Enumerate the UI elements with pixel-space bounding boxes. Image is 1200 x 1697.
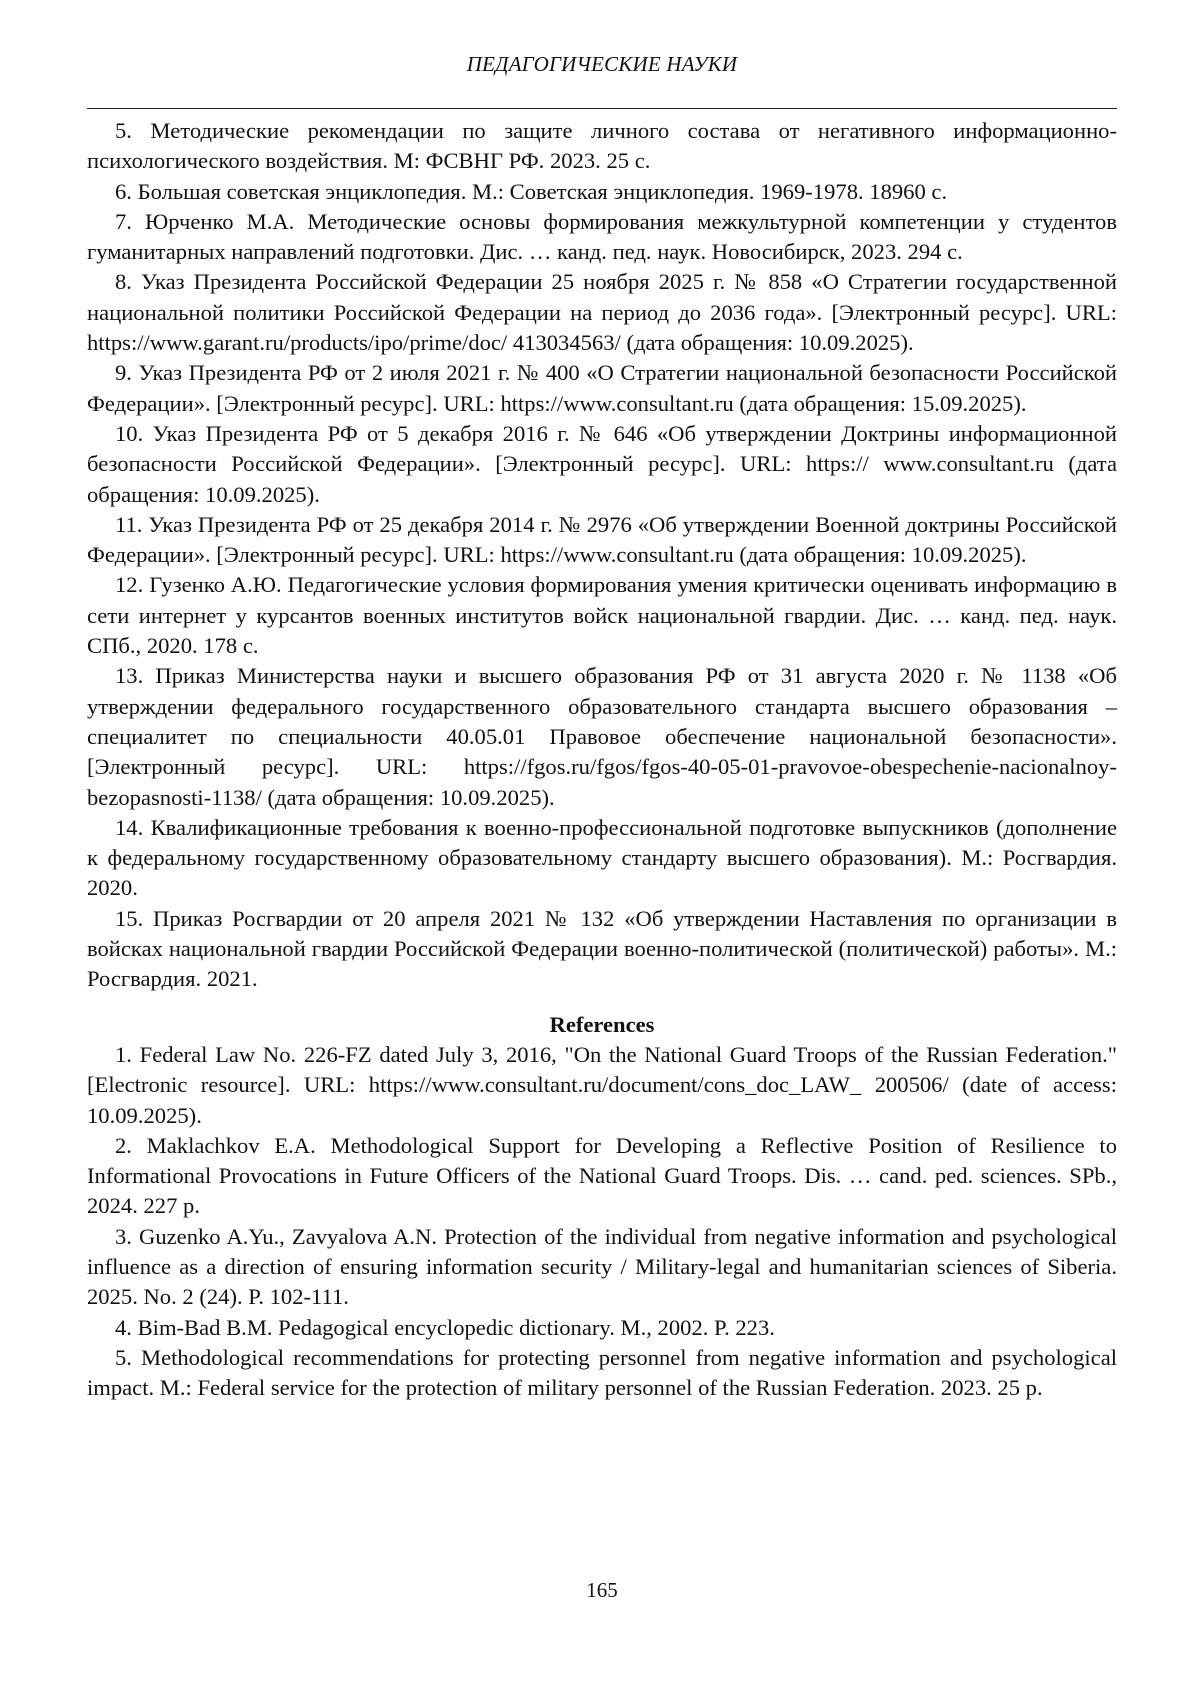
ru-reference-15: 15. Приказ Росгвардии от 20 апреля 2021 № 132 «Об утверждении Наставления по организации в войсках национальной гвардии Российской Федерации военно-политической (политической) работы». М.: Росгвардия. 2021.	[87, 905, 1117, 992]
ru-reference-5: 5. Методические рекомендации по защите личного состава от негативного информационно-психологического воздействия. М: ФСВНГ РФ. 2023. 25 с.	[87, 118, 1117, 174]
ru-reference-13: 13. Приказ Министерства науки и высшего образования РФ от 31 августа 2020 г. № 1138 «Об утверждении федерального государственного образовательного стандарта высшего образования – специалитет по специальности 40.05.01 Правовое обеспечение национальной безопасности». [Электронный ресурс]. URL: https://fgos.ru/fgos/fgos-40-05-01-pravovoe-obespechenie-nacionalnoy-bezopasnosti-1138/ (дата обращения: 10.09.2025).	[87, 663, 1117, 810]
ru-reference-10: 10. Указ Президента РФ от 5 декабря 2016 г. № 646 «Об утверждении Доктрины информационной безопасности Российской Федерации». [Электронный ресурс]. URL: https:// www.consultant.ru (дата обращения: 10.09.2025).	[87, 420, 1117, 507]
en-reference-5: 5. Methodological recommendations for protecting personnel from negative information and psychological impact. M.: Federal service for the protection of military personnel of the Russian Federation. 2023. 25 p.	[87, 1344, 1117, 1401]
ru-reference-14: 14. Квалификационные требования к военно-профессиональной подготовке выпускников (дополнение к федеральному государственному образовательному стандарту высшего образования). М.: Росгвардия. 2020.	[87, 814, 1117, 901]
references-heading: References	[549, 1011, 655, 1037]
ru-reference-12: 12. Гузенко А.Ю. Педагогические условия формирования умения критически оценивать информацию в сети интернет у курсантов военных институтов войск национальной гвардии. Дис. … канд. пед. наук. СПб., 2020. 178 с.	[87, 572, 1117, 659]
header-rule	[87, 108, 1117, 109]
ru-reference-8: 8. Указ Президента Российской Федерации 25 ноября 2025 г. № 858 «О Стратегии государственной национальной политики Российской Федерации на период до 2036 года». [Электронный ресурс]. URL: https://www.garant.ru/products/ipo/prime/doc/ 413034563/ (дата обращения: 10.09.2025).	[87, 269, 1117, 356]
page-number: 165	[586, 1578, 618, 1602]
en-reference-3: 3. Guzenko A.Yu., Zavyalova A.N. Protection of the individual from negative information and psychological influence as a direction of ensuring information security / Military-legal and humanitarian sciences of Siberia. 2025. No. 2 (24). P. 102-111.	[87, 1223, 1117, 1310]
ru-reference-6: 6. Большая советская энциклопедия. М.: Советская энциклопедия. 1969-1978. 18960 с.	[115, 178, 948, 204]
ru-reference-9: 9. Указ Президента РФ от 2 июля 2021 г. № 400 «О Стратегии национальной безопасности Российской Федерации». [Электронный ресурс]. URL: https://www.consultant.ru (дата обращения: 15.09.2025).	[87, 360, 1117, 416]
ru-reference-7: 7. Юрченко М.А. Методические основы формирования межкультурной компетенции у студентов гуманитарных направлений подготовки. Дис. … канд. пед. наук. Новосибирск, 2023. 294 с.	[87, 208, 1117, 265]
en-reference-2: 2. Maklachkov E.A. Methodological Support for Developing a Reflective Position of Resilience to Informational Provocations in Future Officers of the National Guard Troops. Dis. … cand. ped. sciences. SPb., 2024. 227 p.	[87, 1132, 1117, 1219]
running-head: ПЕДАГОГИЧЕСКИЕ НАУКИ	[466, 52, 738, 76]
en-reference-1: 1. Federal Law No. 226-FZ dated July 3, 2016, "On the National Guard Troops of the Russian Federation." [Electronic resource]. URL: https://www.consultant.ru/document/cons_doc_LAW_ 200506/ (date of access: 10.09.2025).	[87, 1041, 1117, 1128]
en-reference-4: 4. Bim-Bad B.M. Pedagogical encyclopedic dictionary. M., 2002. P. 223.	[115, 1314, 775, 1340]
reference-list	[87, 116, 1117, 1403]
ru-reference-11: 11. Указ Президента РФ от 25 декабря 2014 г. № 2976 «Об утверждении Военной доктрины Российской Федерации». [Электронный ресурс]. URL: https://www.consultant.ru (дата обращения: 10.09.2025).	[87, 511, 1117, 568]
